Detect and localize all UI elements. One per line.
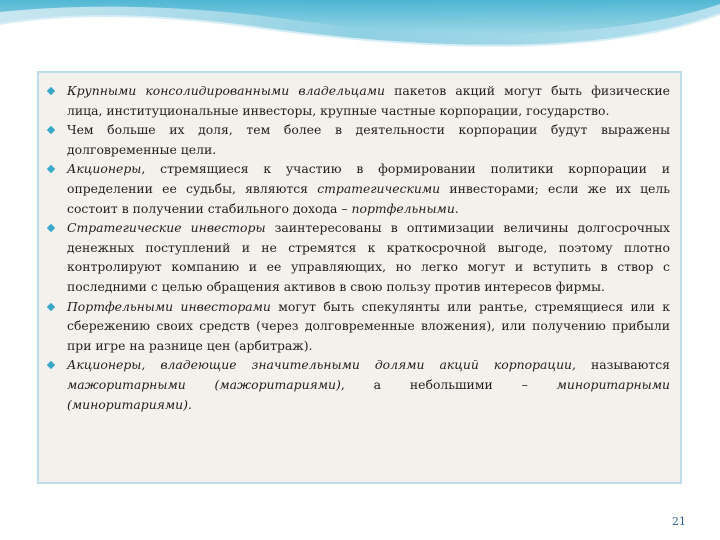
teal-diamond-bullet-icon [47, 361, 55, 369]
bullet-text: . [454, 200, 459, 216]
bullet-list [39, 73, 680, 414]
bullet-item [67, 120, 670, 159]
bullet-text: , а небольшими – [340, 376, 557, 392]
bullet-text-italic: Акционеры [67, 161, 142, 177]
bullet-item [67, 218, 670, 296]
bullet-text: . [187, 396, 192, 412]
bullet-item [67, 297, 670, 356]
teal-diamond-bullet-icon [47, 87, 55, 95]
teal-diamond-bullet-icon [47, 165, 55, 173]
bullet-text-italic: портфельными [351, 200, 455, 216]
bullet-text-italic: миноритарными (миноритариями) [67, 376, 671, 412]
content-box [37, 71, 682, 484]
bullet-text: инвесторами; если же их цель состоит в получении стабильного дохода – [67, 180, 670, 216]
bullet-text: , стремящиеся к участию в формировании политики корпорации и определении ее судьбы, являются [67, 161, 670, 196]
bullet-text-italic: мажоритарными (мажоритариями) [67, 376, 341, 392]
page-number: 21 [672, 515, 686, 528]
teal-diamond-bullet-icon [47, 303, 55, 311]
bullet-text: называются [575, 357, 670, 373]
bullet-text: заинтересованы в оптимизации величины долгосрочных денежных поступлений и не стремятся к краткосрочной выгоде, поэтому плотно контролируют компанию и ее управляющих, но легко могут и вступить в створ с последними с целью обращения активов в свою пользу против интересов фирмы. [67, 220, 670, 294]
header-wave-decoration [0, 0, 720, 60]
bullet-text-italic: Акционеры, владеющие значительными долями акций корпорации, [67, 357, 576, 373]
bullet-text: Чем больше их доля, тем более в деятельности корпорации будут выражены долговременные цели. [67, 122, 670, 157]
bullet-item [67, 159, 670, 218]
bullet-item [67, 81, 670, 120]
bullet-text-italic: Портфельными инвесторами [67, 298, 271, 314]
bullet-text: пакетов акций могут быть физические лица, институциональные инвесторы, крупные частные корпорации, государство. [67, 83, 670, 118]
bullet-text: могут быть спекулянты или рантье, стремящиеся или к сбережению своих средств (через долговременные вложения), или получению прибыли при игре на разнице цен (арбитраж). [67, 298, 670, 353]
bullet-text-italic: Стратегические инвесторы [67, 220, 266, 236]
teal-diamond-bullet-icon [47, 224, 55, 232]
bullet-text-italic: Крупными консолидированными владельцами [67, 83, 385, 98]
bullet-text-italic: стратегическими [317, 180, 441, 196]
bullet-item [67, 355, 670, 414]
teal-diamond-bullet-icon [47, 126, 55, 134]
